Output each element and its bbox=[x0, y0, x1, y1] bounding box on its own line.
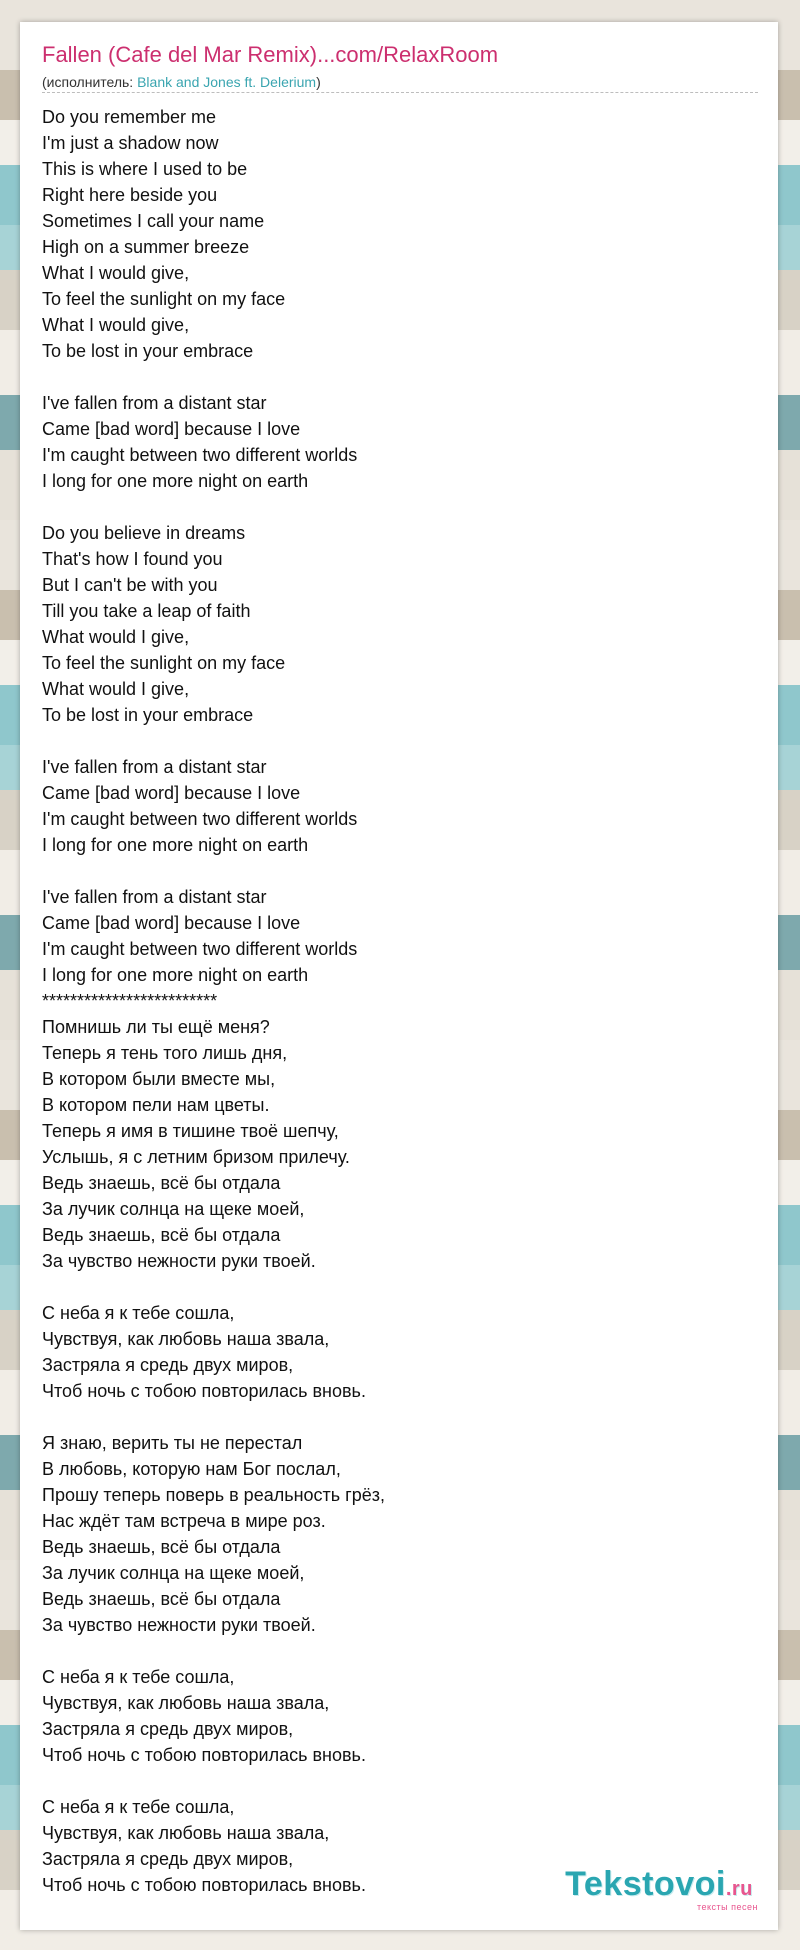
lyrics-text: Do you remember me I'm just a shadow now This is where I used to be Right here beside you Sometimes I call your name High on a summer breeze What I would give, To feel the sunlight on my face What I would give, To be lost in your embrace I've fallen from a distant star Came [bad word] because I love I'm caught between two different worlds I long for one more night on earth Do you believe in dreams That's how I found you But I can't be with you Till you take a leap of faith What would I give, To feel the sunlight on my face What would I give, To be lost in your embrace I've fallen from a distant star Came [bad word] because I love I'm caught between two different worlds I long for one more night on earth I've fallen from a distant star Came [bad word] because I love I'm caught between two different worlds I long for one more night on earth ************************* Помнишь ли ты ещё меня? Теперь я тень того лишь дня, В котором были вместе мы, В котором пели нам цветы. Теперь я имя в тишине твоё шепчу, Услышь, я с летним бризом прилечу. Ведь знаешь, всё бы отдала За лучик солнца на щеке моей, Ведь знаешь, всё бы отдала За чувство нежности руки твоей. С неба я к тебе сошла, Чувствуя, как любовь наша звала, Застряла я средь двух миров, Чтоб ночь с тобою повторилась вновь. Я знаю, верить ты не перестал В любовь, которую нам Бог послал, Прошу теперь поверь в реальность грёз, Нас ждёт там встреча в мире роз. Ведь знаешь, всё бы отдала За лучик солнца на щеке моей, Ведь знаешь, всё бы отдала За чувство нежности руки твоей. С неба я к тебе сошла, Чувствуя, как любовь наша звала, Застряла я средь двух миров, Чтоб ночь с тобою повторилась вновь. С неба я к тебе сошла, Чувствуя, как любовь наша звала, Застряла я средь двух миров, Чтоб ночь с тобою повторилась вновь. bbox=[42, 107, 386, 1895]
site-logo[interactable] bbox=[554, 1866, 764, 1914]
artist-line bbox=[42, 74, 321, 90]
artist-suffix: ) bbox=[316, 74, 321, 90]
title-divider bbox=[42, 92, 758, 93]
artist-prefix: (исполнитель: bbox=[42, 74, 138, 90]
logo-suffix: .ru bbox=[725, 1878, 753, 1900]
logo-wordmark bbox=[554, 1866, 764, 1907]
logo-tagline: тексты песен bbox=[696, 1902, 758, 1912]
song-title: Fallen (Cafe del Mar Remix)...com/RelaxRoom bbox=[42, 42, 499, 67]
lyrics-card bbox=[20, 22, 778, 1930]
artist-link[interactable]: Blank and Jones ft. Delerium bbox=[137, 74, 317, 90]
logo-name: Tekstovoi bbox=[565, 1865, 726, 1903]
